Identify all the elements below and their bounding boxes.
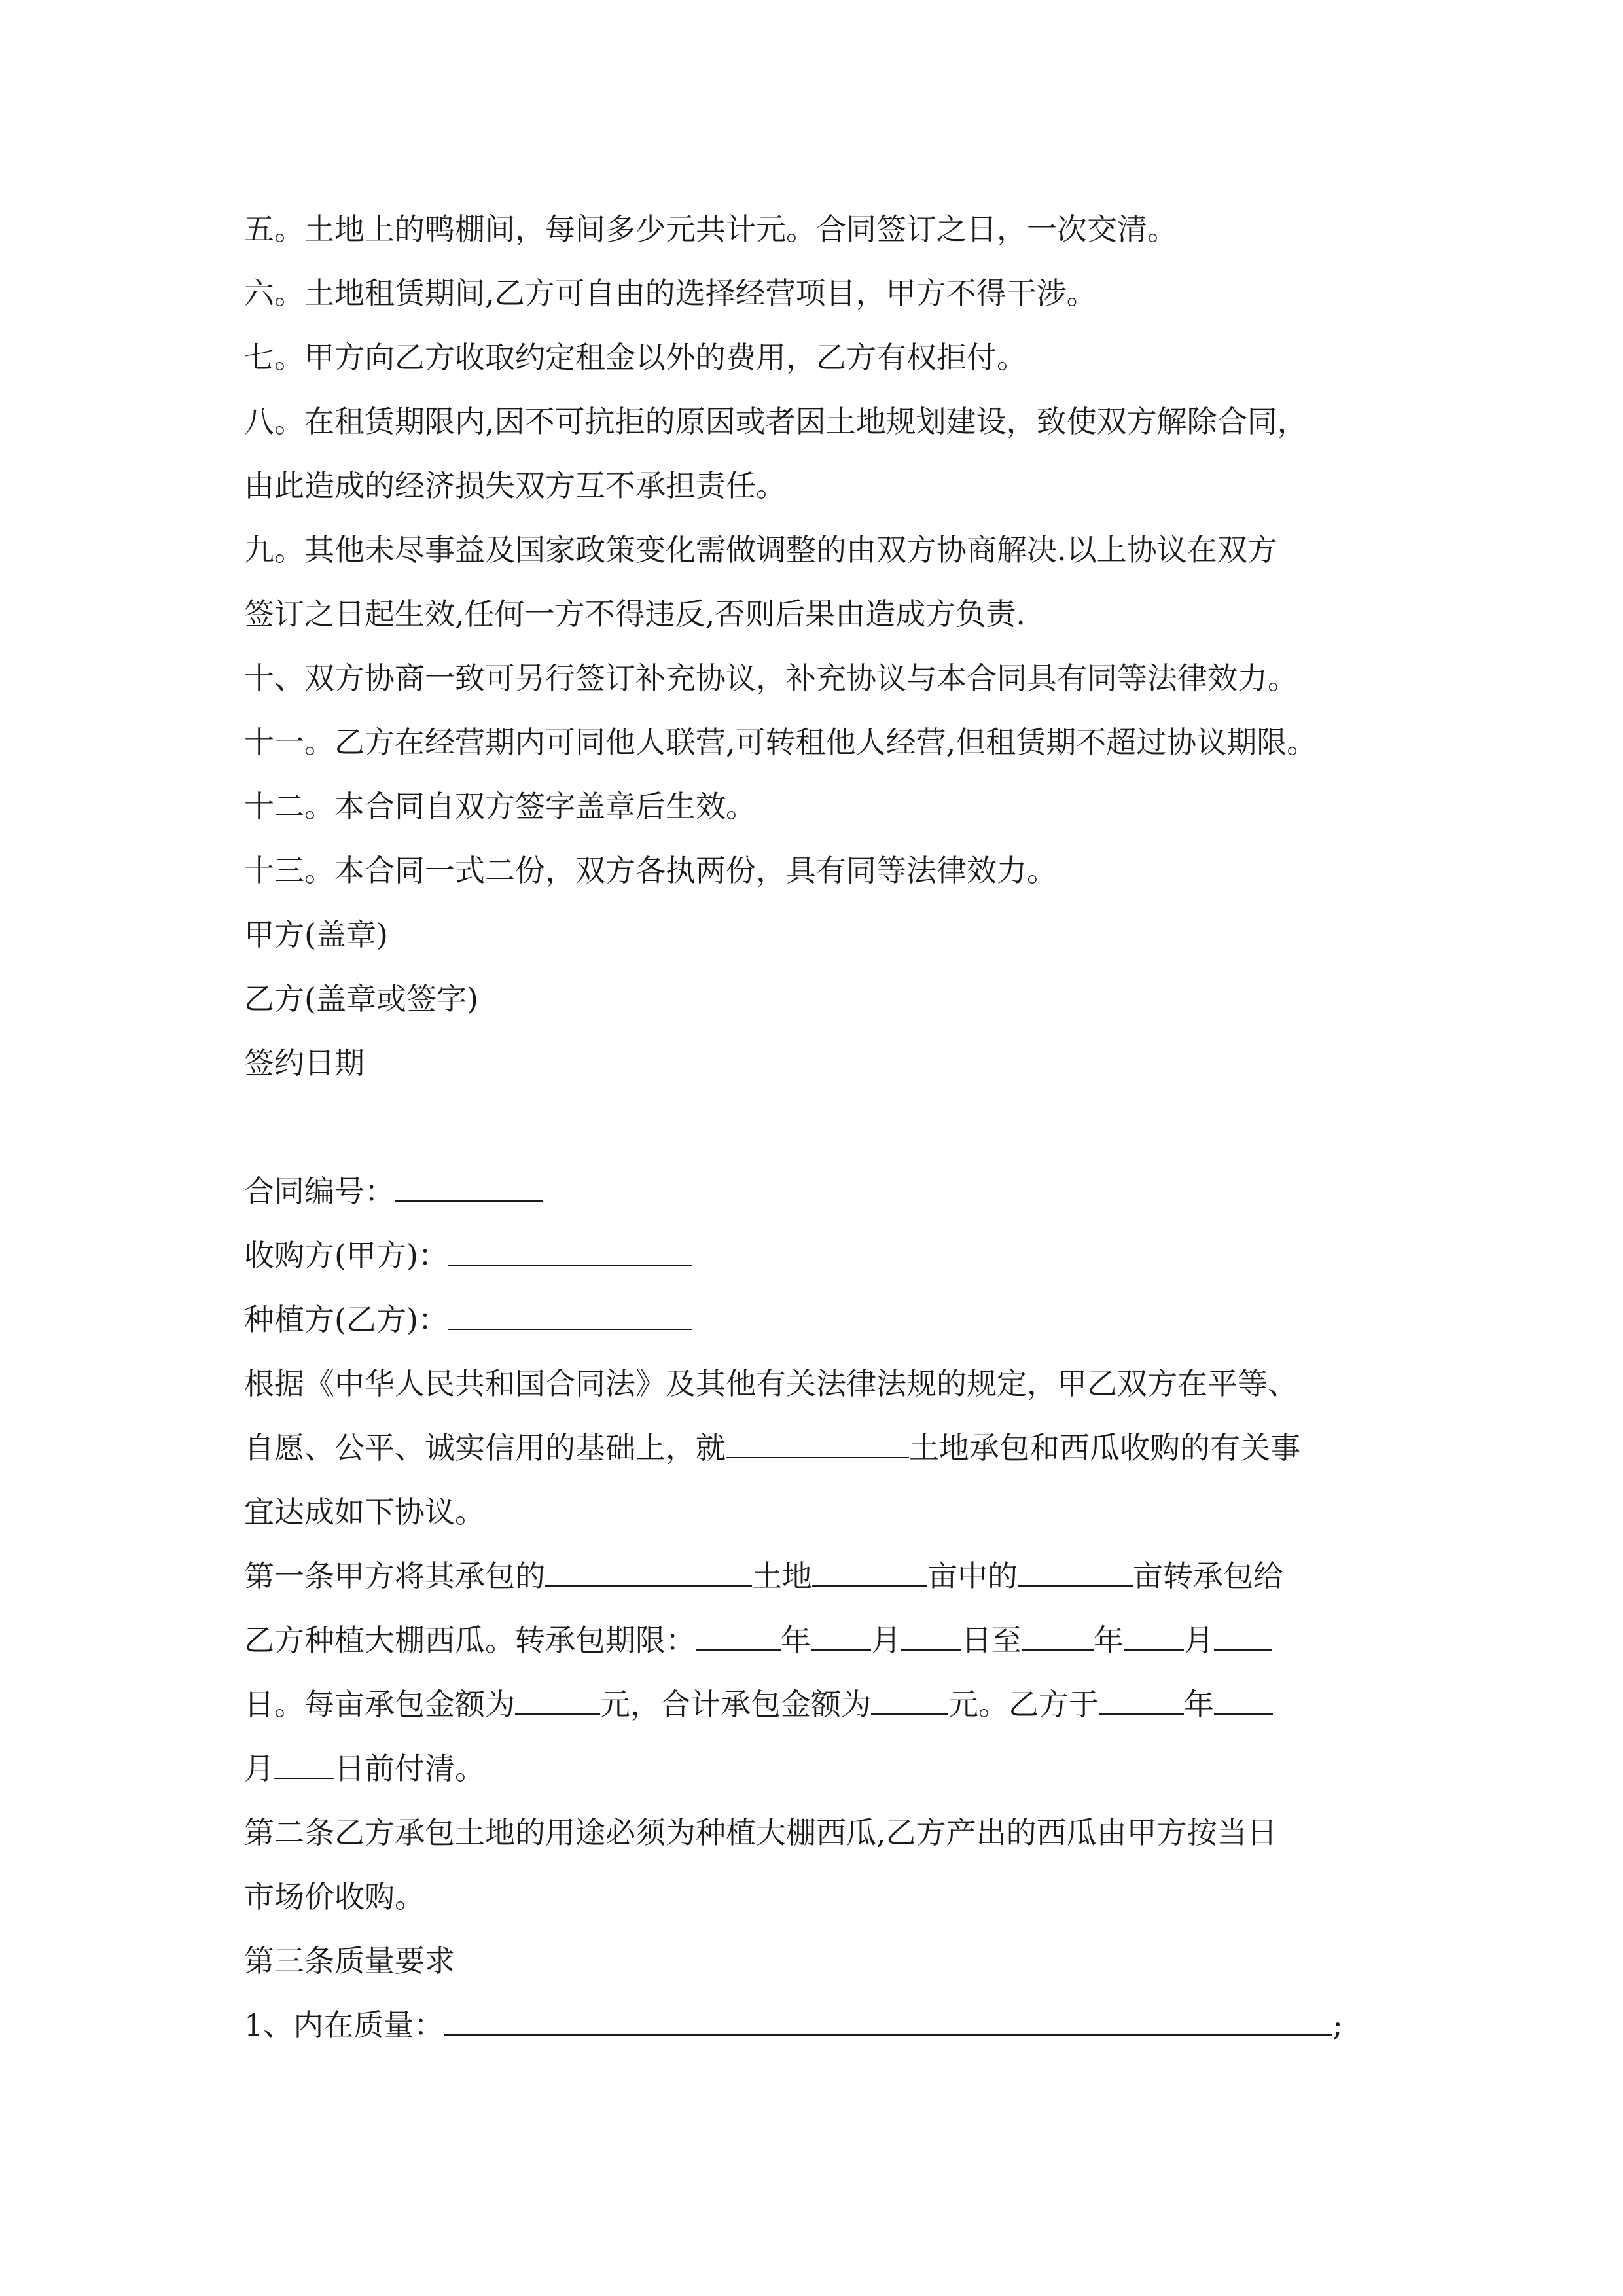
clause-9-line-2: 签订之日起生效,任何一方不得违反,否则后果由造成方负责.	[244, 596, 1026, 632]
article-1-year-label: 年	[781, 1623, 811, 1658]
total-mu-blank[interactable]	[812, 1556, 927, 1587]
clause-6: 六。土地租赁期间,乙方可自由的选择经营项目，甲方不得干涉。	[244, 276, 1097, 311]
grower-blank[interactable]	[448, 1300, 692, 1330]
party-b-seal: 乙方(盖章或签字)	[244, 981, 478, 1016]
payment-year-blank[interactable]	[1099, 1685, 1184, 1715]
article-1-line-1	[244, 1556, 1283, 1596]
article-1-text-1: 第一条甲方将其承包的	[244, 1558, 545, 1594]
grower-label: 种植方(乙方)：	[244, 1302, 448, 1337]
article-1-year-label-2: 年	[1094, 1623, 1124, 1658]
article-2-line-2: 市场价收购。	[244, 1879, 425, 1914]
grower-row	[244, 1300, 692, 1339]
start-month-blank[interactable]	[811, 1621, 871, 1651]
article-1-text-3: 亩中的	[927, 1558, 1018, 1594]
per-mu-amount-blank[interactable]	[515, 1685, 600, 1715]
clause-8-line-1: 八。在租赁期限内,因不可抗拒的原因或者因土地规划建设，致使双方解除合同，	[244, 404, 1308, 439]
article-1-line-3	[244, 1685, 1273, 1724]
inner-quality-blank[interactable]	[444, 2005, 1332, 2036]
article-2-line-1: 第二条乙方承包土地的用途必须为种植大棚西瓜,乙方产出的西瓜由甲方按当日	[244, 1815, 1277, 1850]
article-1-text-9: 日前付清。	[334, 1751, 485, 1786]
contract-number-row	[244, 1172, 543, 1211]
buyer-label: 收购方(甲方)：	[244, 1238, 448, 1273]
clause-10: 十、双方协商一致可另行签订补充协议，补充协议与本合同具有同等法律效力。	[244, 660, 1298, 696]
end-month-blank[interactable]	[1124, 1621, 1184, 1651]
land-location-blank[interactable]	[726, 1428, 909, 1458]
clause-12: 十二。本合同自双方签字盖章后生效。	[244, 789, 756, 824]
article-1-text-2: 土地	[752, 1558, 812, 1594]
clause-13: 十三。本合同一式二份，双方各执两份，具有同等法律效力。	[244, 853, 1057, 888]
article-1-text-7: 元，合计承包金额为	[600, 1687, 871, 1722]
article-1-text-6: 日。每亩承包金额为	[244, 1687, 515, 1722]
party-a-seal: 甲方(盖章)	[244, 917, 388, 952]
article-1-line-2	[244, 1621, 1272, 1660]
quality-item-1-label: 1、内在质量：	[244, 2007, 444, 2043]
contract-number-blank[interactable]	[395, 1172, 543, 1202]
article-1-month-label-2: 月	[1184, 1623, 1214, 1658]
article-1-month-label-3: 月	[244, 1751, 274, 1786]
article-3-title: 第三条质量要求	[244, 1943, 455, 1979]
article-1-month-label: 月	[871, 1623, 901, 1658]
quality-item-1-end: ;	[1332, 2007, 1343, 2043]
article-1-day-to-label: 日至	[961, 1623, 1022, 1658]
sublet-mu-blank[interactable]	[1018, 1556, 1133, 1587]
intro-line-3: 宜达成如下协议。	[244, 1494, 485, 1530]
buyer-row	[244, 1236, 692, 1275]
land-name-blank[interactable]	[545, 1556, 752, 1587]
clause-9-line-1: 九。其他未尽事益及国家政策变化需做调整的由双方协商解决.以上协议在双方	[244, 532, 1277, 567]
article-1-text-4: 亩转承包给	[1133, 1558, 1283, 1594]
sign-date: 签约日期	[244, 1045, 365, 1081]
article-1-year-label-3: 年	[1184, 1687, 1214, 1722]
buyer-blank[interactable]	[448, 1236, 692, 1266]
quality-item-1-row	[244, 2005, 1343, 2045]
article-1-text-5: 乙方种植大棚西瓜。转承包期限：	[244, 1623, 696, 1658]
article-1-text-8: 元。乙方于	[948, 1687, 1099, 1722]
payment-day-blank[interactable]	[274, 1749, 334, 1779]
payment-month-blank[interactable]	[1214, 1685, 1273, 1715]
start-day-blank[interactable]	[901, 1621, 961, 1651]
article-1-line-4	[244, 1749, 485, 1788]
total-amount-blank[interactable]	[871, 1685, 948, 1715]
start-year-blank[interactable]	[696, 1621, 781, 1651]
contract-number-label: 合同编号：	[244, 1174, 395, 1209]
end-year-blank[interactable]	[1022, 1621, 1094, 1651]
intro-text-1: 自愿、公平、诚实信用的基础上，就	[244, 1430, 726, 1465]
clause-11: 十一。乙方在经营期内可同他人联营,可转租他人经营,但租赁期不超过协议期限。	[244, 725, 1317, 760]
clause-7: 七。甲方向乙方收取约定租金以外的费用，乙方有权拒付。	[244, 340, 1027, 375]
intro-text-2: 土地承包和西瓜收购的有关事	[909, 1430, 1300, 1465]
intro-line-1: 根据《中华人民共和国合同法》及其他有关法律法规的规定，甲乙双方在平等、	[244, 1366, 1298, 1401]
end-day-blank[interactable]	[1214, 1621, 1272, 1651]
intro-line-2	[244, 1428, 1300, 1467]
clause-8-line-2: 由此造成的经济损失双方互不承担责任。	[244, 468, 786, 503]
clause-5: 五。土地上的鸭棚间，每间多少元共计元。合同签订之日，一次交清。	[244, 211, 1177, 247]
